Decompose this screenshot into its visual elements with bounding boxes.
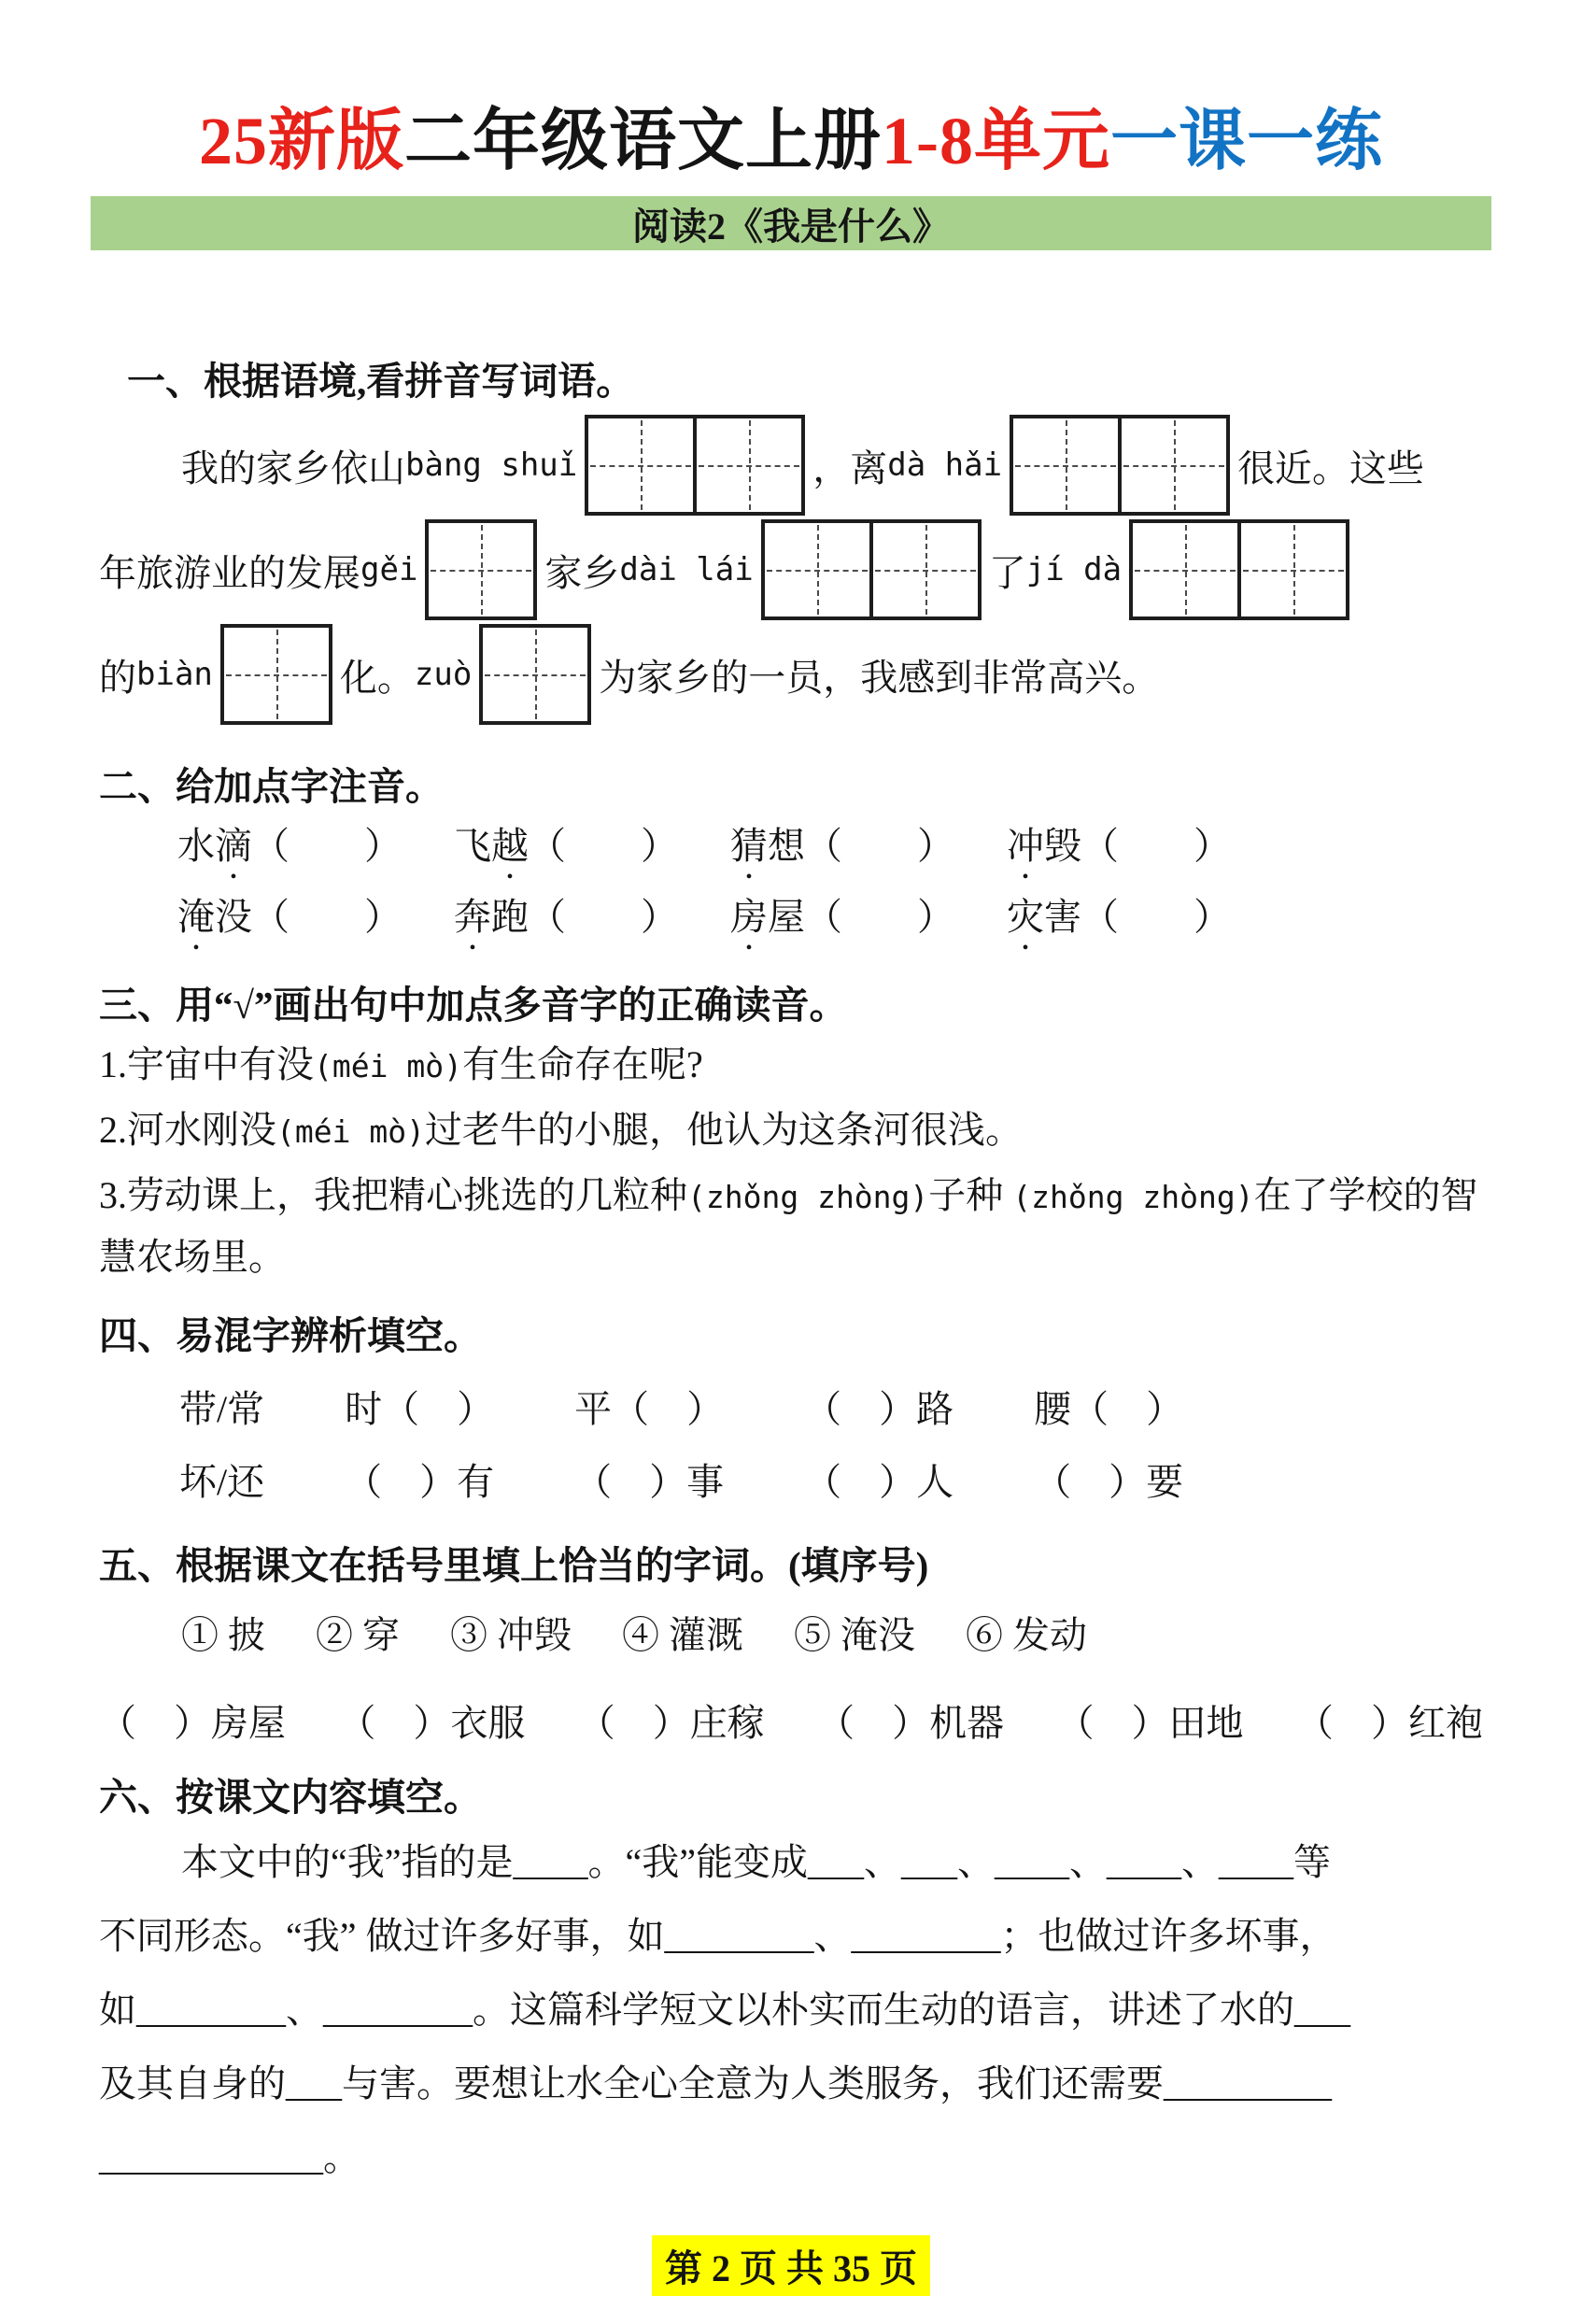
word-char: 没 <box>215 896 252 938</box>
pinyin-text: biàn <box>136 656 213 693</box>
fill-item: （ ）有 <box>345 1460 495 1503</box>
fill-blank-row <box>99 1689 1483 1750</box>
title-segment: 1-8单元 <box>882 104 1110 178</box>
option-item: ① 披 <box>181 1613 265 1656</box>
title-segment: 25新版 <box>198 104 404 178</box>
option-item: ④ 灌溉 <box>622 1613 743 1656</box>
answer-paren: （ ） <box>1081 896 1231 938</box>
writing-cell <box>765 523 869 616</box>
writing-cell <box>869 523 978 616</box>
section-one-heading: 一、根据语境,看拼音写词语。 <box>127 360 635 403</box>
option-list <box>99 1601 1483 1663</box>
cloze-line: 如________、________。这篇科学短文以朴实而生动的语言，讲述了水的___ <box>99 1989 1350 2031</box>
chinese-text: 3.劳动课上，我把精心挑选的几粒种 <box>99 1174 687 1216</box>
section-four-heading: 四、易混字辨析填空。 <box>99 1314 482 1357</box>
writing-cell <box>224 628 329 721</box>
writing-cell <box>1237 523 1346 616</box>
word-item <box>177 887 402 958</box>
pinyin-text: (méi mò) <box>314 1048 462 1084</box>
pinyin-text: bàng shuǐ <box>405 446 578 484</box>
writing-grid <box>585 415 805 516</box>
chinese-text: 有生命存在呢? <box>461 1043 703 1085</box>
chinese-text: 子种 <box>928 1174 1013 1216</box>
section-three-heading: 三、用“√”画出句中加点多音字的正确读音。 <box>99 984 848 1027</box>
pinyin-text: (zhǒng zhòng) <box>687 1179 929 1215</box>
confusable-row <box>99 1369 1483 1442</box>
dotted-char: 奔 <box>454 896 491 938</box>
fill-item: （ ）路 <box>804 1387 954 1430</box>
pinyin-text: dà hǎi <box>887 446 1003 484</box>
dotted-char: 越 <box>491 825 529 867</box>
pinyin-text: (zhǒng zhòng) <box>1012 1179 1254 1215</box>
cloze-line: 不同形态。“我” 做过许多好事，如________、________；也做过许多坏事， <box>99 1915 1337 1957</box>
writing-cell <box>429 523 533 616</box>
cloze-line: 及其自身的___与害。要想让水全心全意为人类服务，我们还需要_________ <box>99 2062 1332 2104</box>
chinese-text: 为家乡的一员，我感到非常高兴。 <box>599 656 1160 699</box>
fill-blank-item: （ ）红袍 <box>1295 1701 1483 1744</box>
dotted-char: 淹 <box>177 896 215 938</box>
answer-paren: （ ） <box>252 896 402 938</box>
answer-paren: （ ） <box>252 825 402 867</box>
writing-cell <box>483 628 587 721</box>
option-item: ⑤ 淹没 <box>794 1613 915 1656</box>
fill-blank-item: （ ）房屋 <box>99 1701 286 1744</box>
writing-cell <box>1118 418 1226 512</box>
multi-pronunciation-items <box>99 1035 1483 1287</box>
sentence-item <box>99 1035 1483 1097</box>
chinese-text: 1.宇宙中有没 <box>99 1043 314 1085</box>
title-segment: 二年级语文上册 <box>404 104 883 178</box>
pinyin-exercise-lines <box>99 413 1483 727</box>
word-item <box>177 816 402 887</box>
writing-grid <box>761 519 982 620</box>
chinese-text: 很近。这些 <box>1237 446 1425 489</box>
pinyin-line <box>99 622 1483 727</box>
option-item: ② 穿 <box>316 1613 400 1656</box>
confusable-char-rows <box>99 1369 1483 1515</box>
chinese-text: 化。 <box>339 656 415 699</box>
chinese-text: 我的家乡依山 <box>181 446 405 489</box>
answer-paren: （ ） <box>805 825 954 867</box>
pinyin-line <box>99 413 1483 517</box>
confusable-row <box>99 1442 1483 1515</box>
page-footer <box>99 2235 1483 2296</box>
annotation-rows <box>99 816 1483 958</box>
writing-grid <box>1010 415 1230 516</box>
option-item: ⑥ 发动 <box>966 1613 1087 1656</box>
chinese-text: 的 <box>99 656 136 699</box>
worksheet-content <box>0 355 1582 2296</box>
word-char: 害 <box>1044 896 1081 938</box>
fill-item: （ ）要 <box>1034 1460 1184 1503</box>
dotted-char: 灾 <box>1007 896 1044 938</box>
word-item <box>454 816 678 887</box>
annotation-row <box>99 816 1483 887</box>
pinyin-line <box>99 517 1483 622</box>
writing-cell <box>1013 418 1118 512</box>
answer-paren: （ ） <box>529 896 678 938</box>
word-item <box>730 816 954 887</box>
word-char: 毁 <box>1044 825 1081 867</box>
chinese-text: 2.河水刚没 <box>99 1109 276 1151</box>
word-item <box>730 887 954 958</box>
writing-cell <box>1133 523 1237 616</box>
chinese-text: 过老牛的小腿，他认为这条河很浅。 <box>424 1109 1023 1151</box>
writing-cell <box>693 418 801 512</box>
pinyin-text: (méi mò) <box>276 1113 425 1150</box>
chinese-text: ，离 <box>812 446 888 489</box>
fill-blank-item: （ ）机器 <box>817 1701 1005 1744</box>
sentence-item <box>99 1166 1483 1287</box>
fill-blank-item: （ ）田地 <box>1056 1701 1244 1744</box>
pinyin-text: jí dà <box>1025 551 1123 588</box>
word-item <box>1007 887 1231 958</box>
writing-cell <box>588 418 693 512</box>
annotation-row <box>99 887 1483 958</box>
cloze-paragraph <box>99 1825 1483 2194</box>
cloze-line: 本文中的“我”指的是____。“我”能变成___、___、____、____、____等 <box>181 1841 1332 1883</box>
page-title <box>17 86 1565 183</box>
pinyin-text: gěi <box>360 551 418 588</box>
lesson-banner-title: 阅读2《我是什么》 <box>632 205 950 248</box>
fill-blank-item: （ ）衣服 <box>338 1701 526 1744</box>
word-char: 屋 <box>768 896 805 938</box>
chinese-text: 在了学校的智慧农场里。 <box>99 1174 1478 1278</box>
fill-item: 带/常 <box>179 1387 265 1430</box>
pinyin-text: zuò <box>414 656 473 693</box>
word-char: 想 <box>768 825 805 867</box>
title-segment: 一课一练 <box>1110 104 1384 178</box>
cloze-line: ____________。 <box>99 2136 360 2178</box>
answer-paren: （ ） <box>529 825 678 867</box>
word-char: 水 <box>177 825 215 867</box>
option-item: ③ 冲毁 <box>450 1613 572 1656</box>
writing-grid <box>479 624 591 725</box>
word-item <box>454 887 678 958</box>
writing-grid <box>425 519 537 620</box>
writing-grid <box>220 624 332 725</box>
chinese-text: 年旅游业的发展 <box>99 551 360 594</box>
dotted-char: 冲 <box>1007 825 1044 867</box>
answer-paren: （ ） <box>1081 825 1231 867</box>
section-six-heading: 六、按课文内容填空。 <box>99 1776 482 1819</box>
section-five-heading: 五、根据课文在括号里填上恰当的字词。(填序号) <box>99 1544 929 1587</box>
sentence-item <box>99 1100 1483 1162</box>
answer-paren: （ ） <box>805 896 954 938</box>
pinyin-text: dài lái <box>619 551 754 588</box>
writing-grid <box>1129 519 1349 620</box>
dotted-char: 滴 <box>215 825 252 867</box>
fill-item: 坏/还 <box>179 1460 265 1503</box>
dotted-char: 房 <box>730 896 768 938</box>
word-char: 跑 <box>491 896 529 938</box>
page-number-badge: 第 2 页 共 35 页 <box>652 2235 930 2296</box>
word-item <box>1007 816 1231 887</box>
section-two-heading: 二、给加点字注音。 <box>99 765 444 808</box>
chinese-text: 了 <box>988 551 1026 594</box>
fill-item: 腰（ ） <box>1034 1387 1184 1430</box>
fill-item: 时（ ） <box>345 1387 495 1430</box>
fill-blank-item: （ ）庄稼 <box>577 1701 765 1744</box>
dotted-char: 猜 <box>730 825 768 867</box>
lesson-banner <box>91 196 1491 250</box>
word-char: 飞 <box>454 825 491 867</box>
fill-item: （ ）事 <box>574 1460 725 1503</box>
chinese-text: 家乡 <box>544 551 620 594</box>
fill-item: （ ）人 <box>804 1460 954 1503</box>
fill-item: 平（ ） <box>574 1387 725 1430</box>
